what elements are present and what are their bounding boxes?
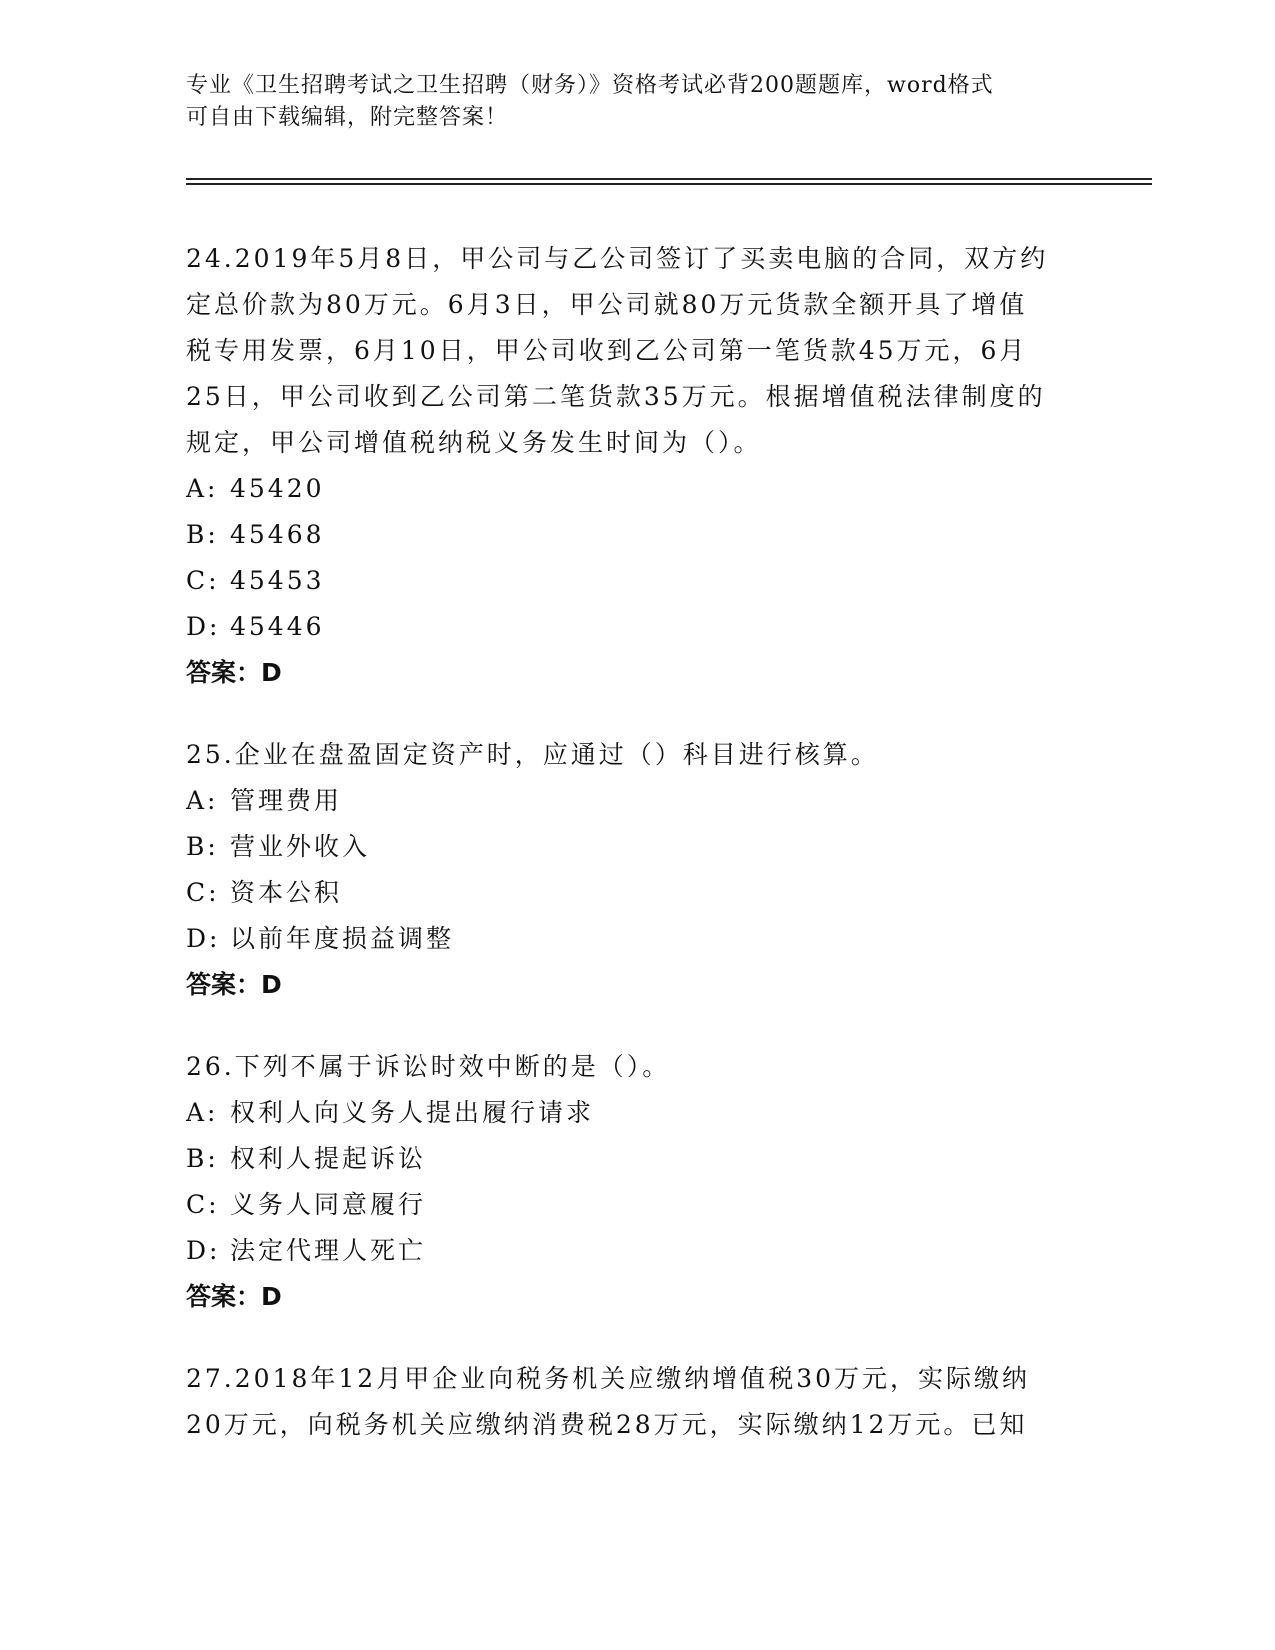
option-letter: A: — [186, 474, 219, 503]
option-letter: C: — [186, 566, 220, 595]
option-text: 权利人向义务人提出履行请求 — [230, 1098, 595, 1127]
option-letter: C: — [186, 1190, 220, 1219]
question-text — [186, 1044, 1086, 1090]
option-d — [186, 1228, 1086, 1274]
option-text: 义务人同意履行 — [230, 1190, 427, 1219]
question-26 — [186, 1044, 1086, 1320]
option-a — [186, 778, 1086, 824]
answer-line: 答案：D — [186, 658, 282, 687]
option-b — [186, 512, 1086, 558]
option-text: 法定代理人死亡 — [230, 1236, 427, 1265]
question-24 — [186, 236, 1086, 696]
question-text — [186, 236, 1086, 466]
option-letter: D: — [186, 612, 221, 641]
header-line: 可自由下载编辑，附完整答案！ — [186, 105, 509, 130]
option-text: 资本公积 — [230, 878, 343, 907]
option-letter: C: — [186, 878, 220, 907]
question-text-line: 26.下列不属于诉讼时效中断的是（）。 — [186, 1052, 671, 1081]
option-letter: A: — [186, 786, 219, 815]
question-text-line: 25日，甲公司收到乙公司第二笔货款35万元。根据增值税法律制度的 — [186, 382, 1046, 411]
option-letter: D: — [186, 1236, 221, 1265]
option-c — [186, 558, 1086, 604]
option-letter: A: — [186, 1098, 219, 1127]
question-text-line: 20万元，向税务机关应缴纳消费税28万元，实际缴纳12万元。已知 — [186, 1410, 1028, 1439]
question-text — [186, 732, 1086, 778]
option-text: 管理费用 — [230, 786, 343, 815]
option-d — [186, 604, 1086, 650]
answer-line: 答案：D — [186, 1282, 282, 1311]
option-text: 45446 — [230, 612, 325, 641]
question-text-line: 税专用发票，6月10日，甲公司收到乙公司第一笔货款45万元，6月 — [186, 336, 1028, 365]
option-b — [186, 1136, 1086, 1182]
question-27 — [186, 1356, 1086, 1448]
option-letter: D: — [186, 924, 221, 953]
option-text: 权利人提起诉讼 — [230, 1144, 427, 1173]
option-text: 以前年度损益调整 — [230, 924, 455, 953]
option-letter: B: — [186, 520, 219, 549]
option-letter: B: — [186, 832, 219, 861]
option-c — [186, 870, 1086, 916]
question-text-line: 24.2019年5月8日，甲公司与乙公司签订了买卖电脑的合同，双方约 — [186, 244, 1049, 273]
option-d — [186, 916, 1086, 962]
header-divider — [186, 178, 1152, 180]
option-text: 45453 — [230, 566, 325, 595]
option-a — [186, 466, 1086, 512]
question-text-line: 27.2018年12月甲企业向税务机关应缴纳增值税30万元，实际缴纳 — [186, 1364, 1031, 1393]
question-text-line: 25.企业在盘盈固定资产时，应通过（）科目进行核算。 — [186, 740, 879, 769]
document-header — [186, 70, 1086, 134]
option-text: 营业外收入 — [230, 832, 371, 861]
option-text: 45468 — [230, 520, 325, 549]
option-c — [186, 1182, 1086, 1228]
question-list — [186, 236, 1086, 1484]
header-divider — [186, 183, 1152, 185]
option-a — [186, 1090, 1086, 1136]
question-text-line: 规定，甲公司增值税纳税义务发生时间为（）。 — [186, 428, 762, 457]
option-text: 45420 — [230, 474, 325, 503]
question-text-line: 定总价款为80万元。6月3日，甲公司就80万元货款全额开具了增值 — [186, 290, 1028, 319]
answer-line: 答案：D — [186, 970, 282, 999]
question-25 — [186, 732, 1086, 1008]
option-b — [186, 824, 1086, 870]
header-line: 专业《卫生招聘考试之卫生招聘（财务）》资格考试必背200题题库，word格式 — [186, 73, 994, 98]
option-letter: B: — [186, 1144, 219, 1173]
question-text — [186, 1356, 1086, 1448]
